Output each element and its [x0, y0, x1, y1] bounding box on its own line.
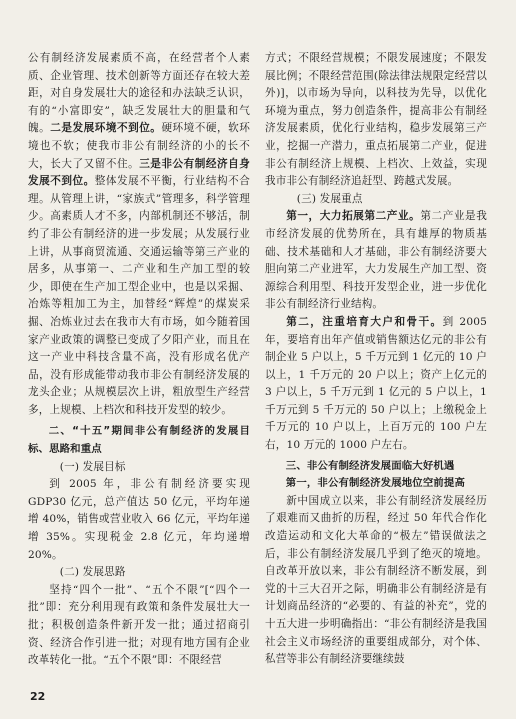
- paragraph-text: 公有制经济发展素质不高，在经营者个人素质、企业管理、技术创新等方面还存在较大差距，对自身发展壮大的途径和办法缺乏认识，有的“小富即安”，缺乏发展壮大的胆量和气魄。: [28, 52, 250, 135]
- paragraph-text: 硬环境不硬，软环境也不软；使我市非公有制经济的小的长不大，长大了又留不住。: [28, 122, 251, 170]
- paragraph-text: 整体发展不平衡，行业结构不合理。从管理上讲，“家族式”管理多，科学管理少。高素质人才不多，内部机制还不够活，制约了非公有制经济的进一步发展；从发展行业上讲，从事商贸流通、交通运输等第三产业的居多，从事第一、二产业和生产加工型的较少，即使在生产加工型企业中，也是以采掘、冶炼等粗加工为主，加替经“辉煌”的煤炭采掘、冶炼业过去在我市大有市场，如今随着国家产业政策的调整已变成了夕阳产业，而且在这一产业中科技含量不高，没有形成名优产品，没有形成能带动我市非公有制经济发展的龙头企业；从规模层次上讲，粗放型生产经营多，上规模、上档次和科技开发型的较少。: [28, 175, 250, 416]
- right-paragraph-1: 方式；不限经营规模；不限发展速度；不限发展比例；不限经营范围(除法律法规限定经营以外)]，以市场为导向，以科技为先导，以优化环境为重点，努力创造条件，提高非公有制经济发展素质，优化行业结构，稳步发展第三产业，挖掘一产潜力，重点拓展第二产业，促进非公有制经济上规模、上档次、上效益，实现我市非公有制经济追赶型、跨越式发展。: [265, 52, 487, 188]
- bold-heading-3: 三是非公有制经济自身发展不到位。: [28, 157, 250, 188]
- page-number: 22: [30, 690, 46, 703]
- section-3-title: 三、非公有制经济发展面临大好机遇: [285, 459, 455, 472]
- bold-lead: 第二，注重培育大户和骨干。: [286, 315, 443, 328]
- approach-paragraph: 坚持“四个一批”、“五个不限”[“四个一批”即：充分利用现有政策和条件发展壮大一批；积极创造条件新开发一批；通过招商引资、经济合作引进一批；对现有地方国有企业改革转化一批。“五个不限”即：不限经营: [28, 583, 250, 667]
- section-2-title: 二、“十五”期间非公有制经济的发展目标、思路和重点: [28, 425, 250, 456]
- focus-paragraph-1: [265, 208, 487, 314]
- subsection-focus-title: (三) 发展重点: [296, 192, 363, 205]
- opportunity-1-paragraph: 新中国成立以来，非公有制经济发展经历了艰难而又曲折的历程，经过 50 年代合作化改造运动和文化大革命的“极左”错误做法之后，非公有制经济发展几乎到了绝灭的境地。自改革开放以来，非公有制经济不断发展，到党的十三大召开之际，明确非公有制经济是有计划商品经济的“必要的、有益的补充”，党的十五大进一步明确指出：“非公有制经济是我国社会主义市场经济的重要组成部分，对个体、私营等非公有制经济要继续鼓: [265, 494, 487, 666]
- bold-heading-2: 二是发展环境不到位。: [50, 122, 162, 135]
- subsection-goals-title: (一) 发展目标: [59, 460, 126, 473]
- bold-lead: 第一，大力拓展第二产业。: [286, 210, 421, 223]
- paragraph-text: 到 2005 年，要培育出年产值或销售额达亿元的非公有制企业 5 户以上，5 千万元到 1 亿元的 10 户以上，1 千万元的 20 户以上；资产上亿元的 3 户以上，5 千万元到 1 亿元的 5 户以上，1 千万元到 5 千万元的 50 户以上；上缴税金上千万元的 10 户以上，上百万元的 100 户左右，10 万元的 1000 户左右。: [265, 315, 487, 452]
- subsection-approach-title: (二) 发展思路: [59, 566, 126, 579]
- opportunity-1-title: 第一，非公有制经济发展地位空前提高: [285, 477, 465, 490]
- left-column: [28, 50, 250, 670]
- right-column: [265, 50, 487, 669]
- focus-paragraph-2: [265, 314, 487, 455]
- paragraph-text: 第二产业是我市经济发展的优势所在，具有雄厚的物质基础、技术基础和人才基础，非公有制经济要大胆向第二产业进军，大力发展生产加工型、资源综合利用型、科技开发型企业，进一步优化非公有制经济行业结构。: [265, 210, 487, 311]
- goals-paragraph: 到 2005 年，非公有制经济要实现 GDP30 亿元，总产值达 50 亿元，平均年递增 40%，销售或营业收入 66 亿元，平均年递增 35%。实现税金 2.8 亿元，年均递增 20%。: [28, 478, 250, 561]
- left-paragraph-1: [28, 50, 250, 419]
